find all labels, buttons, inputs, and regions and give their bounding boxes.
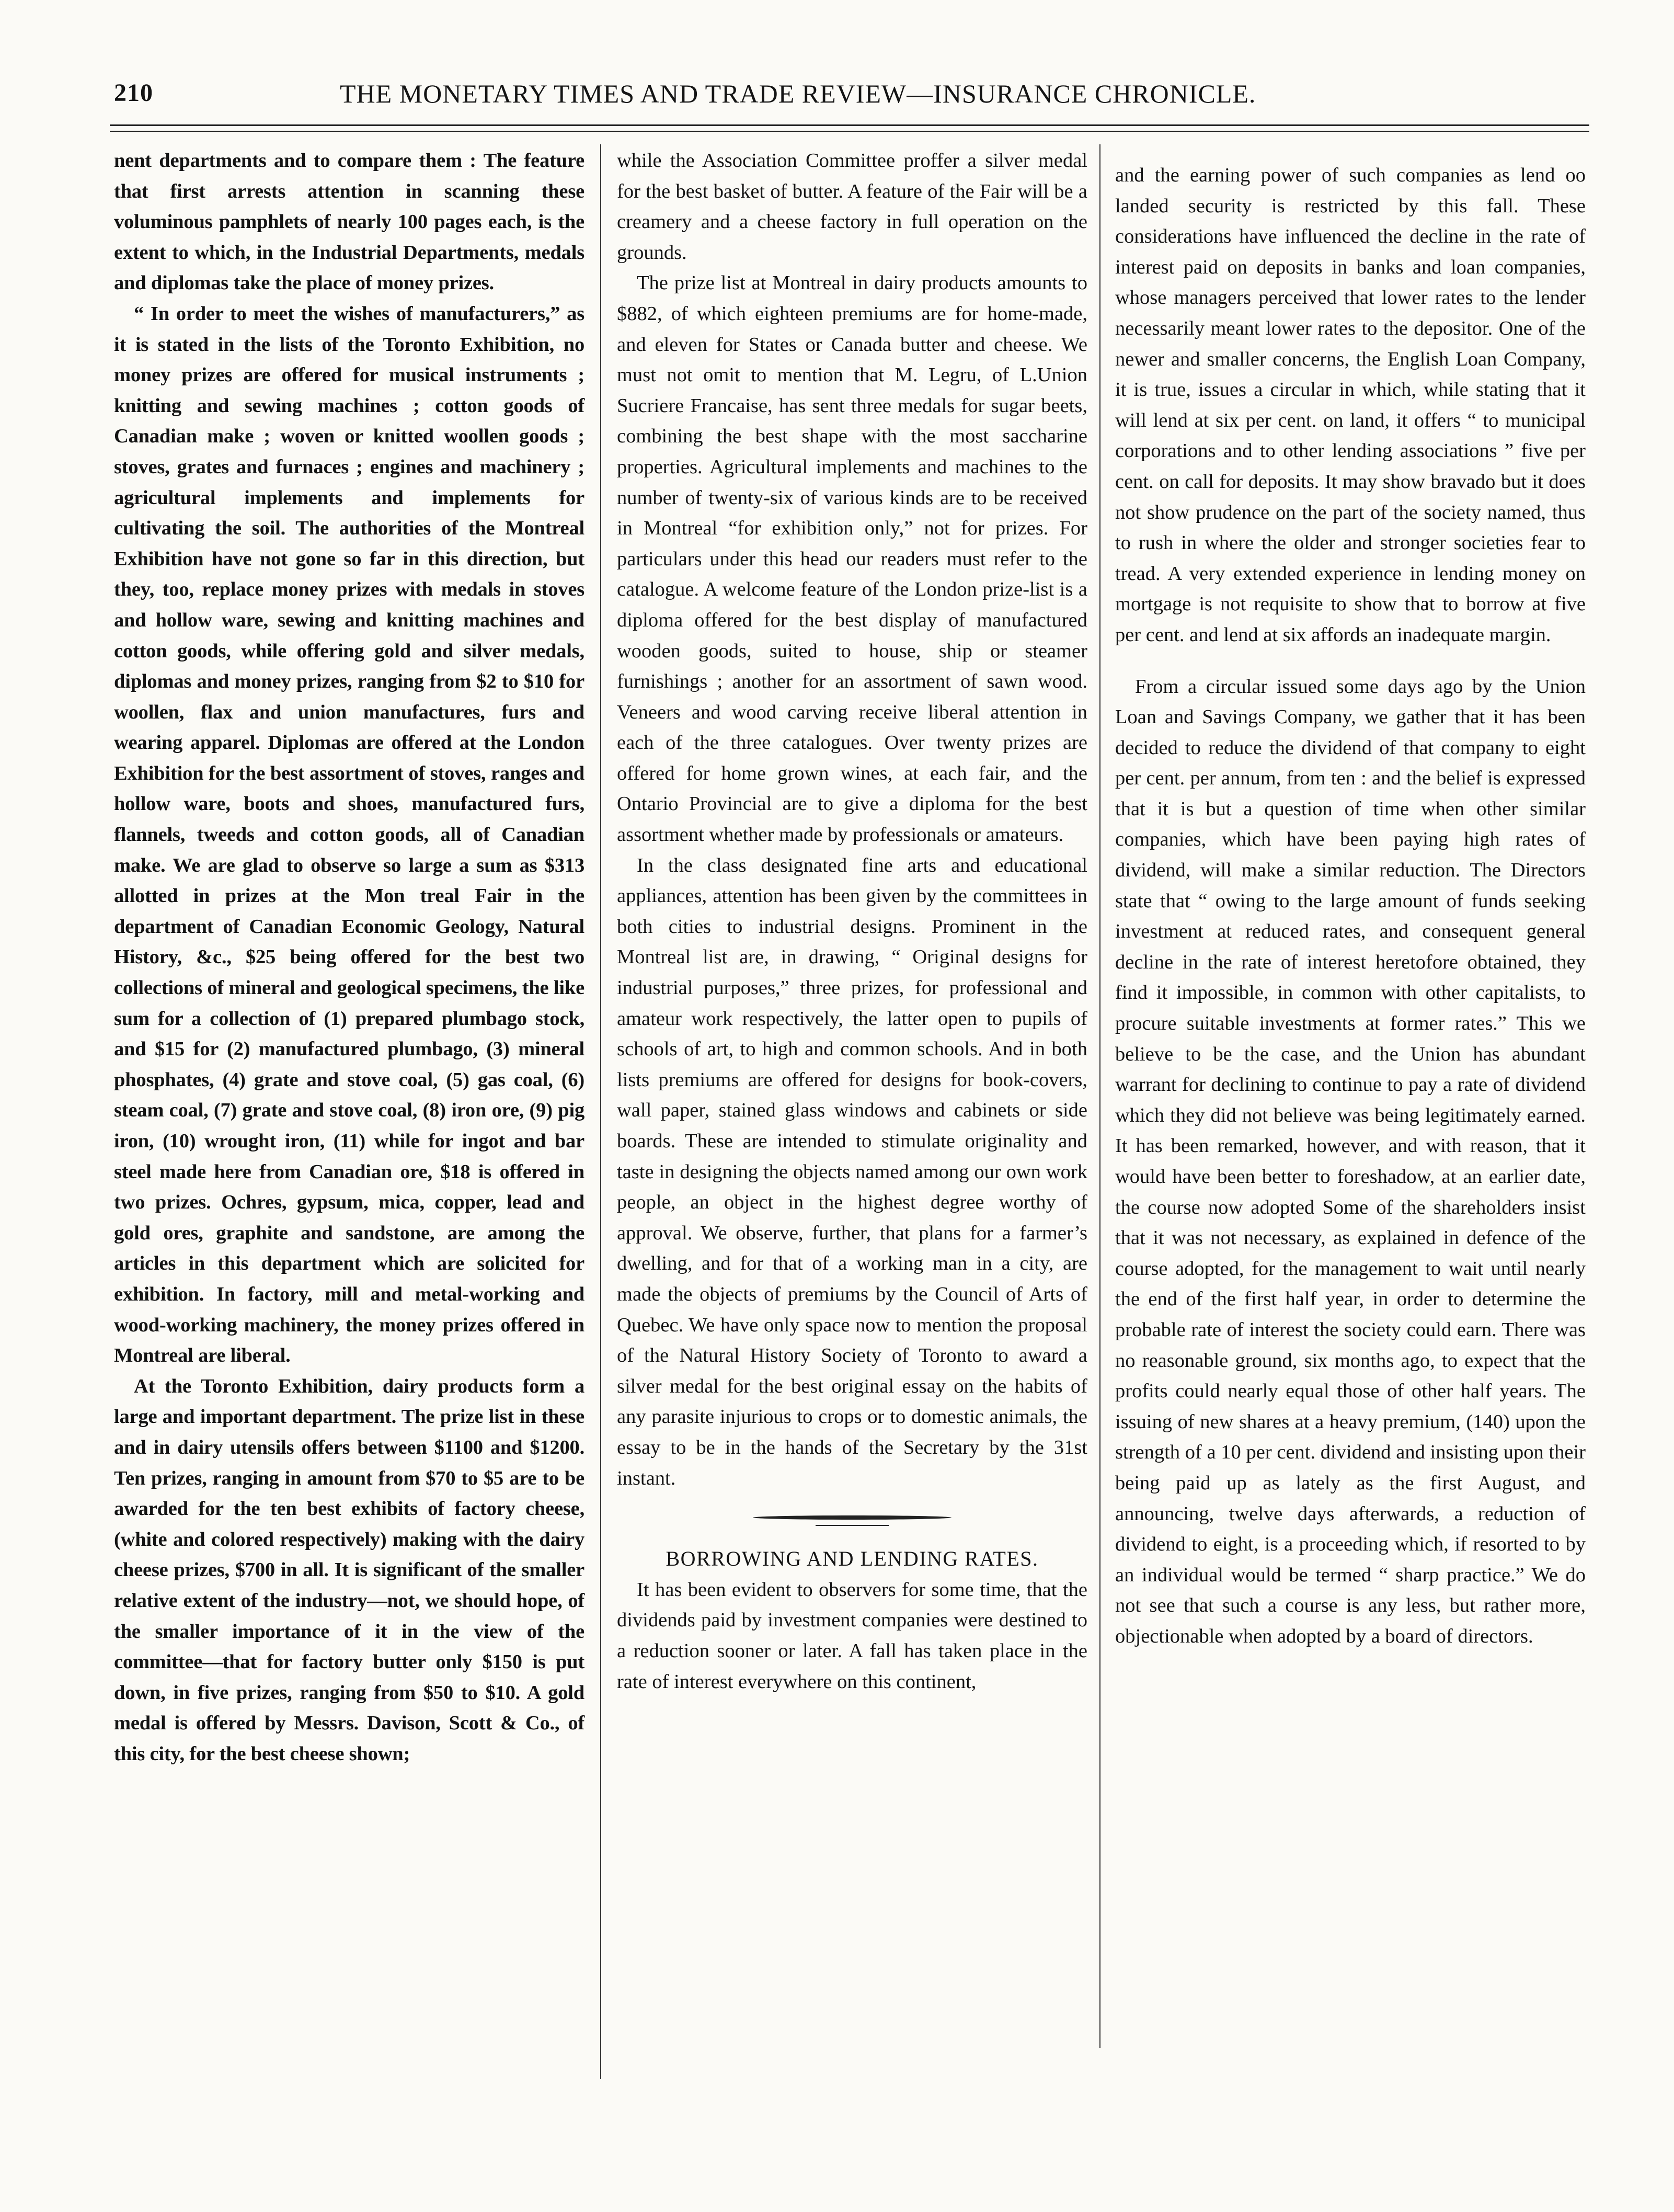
paragraph: while the Association Committee proffer a silver medal for the best basket of butter. A feature of the Fair will be a creamery and a cheese factory in full operation on the grounds. [617, 150, 1087, 264]
column-divider [1099, 144, 1100, 2048]
section-break-ornament [617, 1507, 1087, 1538]
paragraph: From a circular issued some days ago by the Union Loan and Savings Company, we gather that it has been decided to reduce the dividend of that company to eight per cent. per annum, from ten : and the belief is expressed that it is but a question of time when other similar companies, which have been paying high rates of dividend, will make a similar reduction. The Directors state that “ owing to the large amount of funds seeking investment at reduced rates, and consequent general decline in the rate of interest heretofore obtained, they find it impossible, in common with other capitalists, to procure suitable investments at former rates.” This we believe to be the case, and the Union has abundant warrant for declining to continue to pay a rate of dividend which they did not believe was being legitimately earned. It has been remarked, however, and with reason, that it would have been better to foreshadow, at an earlier date, the course now adopted Some of the shareholders insist that it was not necessary, as explained in defence of the course adopted, for the management to wait until nearly the end of the first half year, in order to determine the probable rate of interest the society could earn. There was no reasonable ground, six months ago, to expect that the profits could nearly equal those of other half years. The issuing of new shares at a heavy premium, (140) upon the strength of a 10 per cent. dividend and insisting upon their being paid up as lately as the first August, and announcing, twelve days afterwards, a reduction of dividend to eight, is a proceeding which, if resorted to by an individual would be termed “ sharp practice.” We do not see that such a course is any less, but rather more, objectionable when adopted by a board of directors. [1115, 675, 1586, 1647]
column-3 [1115, 160, 1586, 1652]
running-head: THE MONETARY TIMES AND TRADE REVIEW—INSURANCE CHRONICLE. [340, 79, 1256, 108]
paragraph: nent departments and to compare them : The feature that first arrests attention in scanning these voluminous pamphlets of nearly 100 pages each, is the extent to which, in the Industrial Departments, medals and diplomas take the place of money prizes. [114, 150, 584, 294]
header-rule-thin [110, 131, 1589, 132]
section-title: BORROWING AND LENDING RATES. [666, 1547, 1039, 1571]
paragraph: The prize list at Montreal in dairy products amounts to $882, of which eighteen premiums are for home-made, and eleven for States or Canada butter and cheese. We must not omit to mention that M. Legru, of L.Union Sucriere Francaise, has sent three medals for sugar beets, combining the best shape with the most saccharine properties. Agricultural implements and machines to the number of twenty-six of various kinds are to be received in Montreal “for exhibition only,” not for prizes. For particulars under this head our readers must refer to the catalogue. A welcome feature of the London prize-list is a diploma offered for the best display of manufactured wooden goods, suited to house, ship or steamer furnishings ; another for an assortment of sawn wood. Veneers and wood carving receive liberal attention in each of the three catalogues. Over twenty prizes are offered for home grown wines, at each fair, and the Ontario Provincial are to give a diploma for the best assortment whether made by professionals or amateurs. [617, 272, 1087, 846]
ornament-thick-rule [753, 1515, 951, 1520]
column-2 [617, 145, 1087, 1697]
page-number: 210 [114, 79, 153, 107]
column-1 [114, 145, 584, 1769]
ornament-thin-rule [816, 1525, 889, 1526]
header-rule [110, 124, 1589, 126]
paragraph: It has been evident to observers for some time, that the dividends paid by investment companies were destined to a reduction sooner or later. A fall has taken place in the rate of interest everywhere on this continent, [617, 1578, 1087, 1693]
column-divider [600, 144, 601, 2079]
paragraph-gap [1115, 651, 1586, 671]
paragraph: In the class designated fine arts and educational appliances, attention has been given by the committees in both cities to industrial designs. Prominent in the Montreal list are, in drawing, “ Original designs for industrial purposes,” three prizes, for professional and amateur work respectively, the latter open to pupils of schools of art, to high and common schools. And in both lists premiums are offered for designs for book-covers, wall paper, stained glass windows and cabinets or side boards. These are intended to stimulate originality and taste in designing the objects named among our own work people, an object in the highest degree worthy of approval. We observe, further, that plans for a farmer’s dwelling, and for that of a working man in a city, are made the objects of premiums by the Council of Arts of Quebec. We have only space now to mention the proposal of the Natural History Society of Toronto to award a silver medal for the best original essay on the habits of any parasite injurious to crops or to domestic animals, the essay to be in the hands of the Secretary by the 31st instant. [617, 854, 1087, 1489]
paragraph: At the Toronto Exhibition, dairy products form a large and important department. The prize list in these and in dairy utensils offers between $1100 and $1200. Ten prizes, ranging in amount from $70 to $5 are to be awarded for the ten best exhibits of factory cheese, (white and colored respectively) making with the dairy cheese prizes, $700 in all. It is significant of the smaller relative extent of the industry—not, we should hope, of the smaller importance of it in the view of the committee—that for factory butter only $150 is put down, in five prizes, ranging from $50 to $10. A gold medal is offered by Messrs. Davison, Scott & Co., of this city, for the best cheese shown; [114, 1375, 584, 1765]
paragraph: and the earning power of such companies as lend oo landed security is restricted by this fall. These considerations have influenced the decline in the rate of interest paid on deposits in banks and loan companies, whose managers perceived that lower rates to the lender necessarily meant lower rates to the depositor. One of the newer and smaller concerns, the English Loan Company, it is true, issues a circular in which, while stating that it will lend at six per cent. on land, it offers “ to municipal corporations and to other lending associations ” five per cent. on call for deposits. It may show bravado but it does not show prudence on the part of the society named, thus to rush in where the older and stronger societies fear to tread. A very extended experience in lending money on mortgage is not requisite to show that to borrow at five per cent. and lend at six affords an inadequate margin. [1115, 164, 1586, 646]
paragraph: “ In order to meet the wishes of manufacturers,” as it is stated in the lists of the Toronto Exhibition, no money prizes are offered for musical instruments ; knitting and sewing machines ; cotton goods of Canadian make ; woven or knitted woollen goods ; stoves, grates and furnaces ; engines and machinery ; agricultural implements and implements for cultivating the soil. The authorities of the Montreal Exhibition have not gone so far in this direction, but they, too, replace money prizes with medals in stoves and hollow ware, sewing and knitting machines and cotton goods, while offering gold and silver medals, diplomas and money prizes, ranging from $2 to $10 for woollen, flax and union manufactures, furs and wearing apparel. Diplomas are offered at the London Exhibition for the best assortment of stoves, ranges and hollow ware, boots and shoes, manufactured furs, flannels, tweeds and cotton goods, all of Canadian make. We are glad to observe so large a sum as $313 allotted in prizes at the Mon treal Fair in the department of Canadian Economic Geology, Natural History, &c., $25 being offered for the best two collections of mineral and geological specimens, the like sum for a collection of (1) prepared plumbago stock, and $15 for (2) manufactured plumbago, (3) mineral phosphates, (4) grate and stove coal, (5) gas coal, (6) steam coal, (7) grate and stove coal, (8) iron ore, (9) pig iron, (10) wrought iron, (11) while for ingot and bar steel made here from Canadian ore, $18 is offered in two prizes. Ochres, gypsum, mica, copper, lead and gold ores, graphite and sandstone, are among the articles in this department which are solicited for exhibition. In factory, mill and metal-working and wood-working machinery, the money prizes offered in Montreal are liberal. [114, 302, 584, 1367]
